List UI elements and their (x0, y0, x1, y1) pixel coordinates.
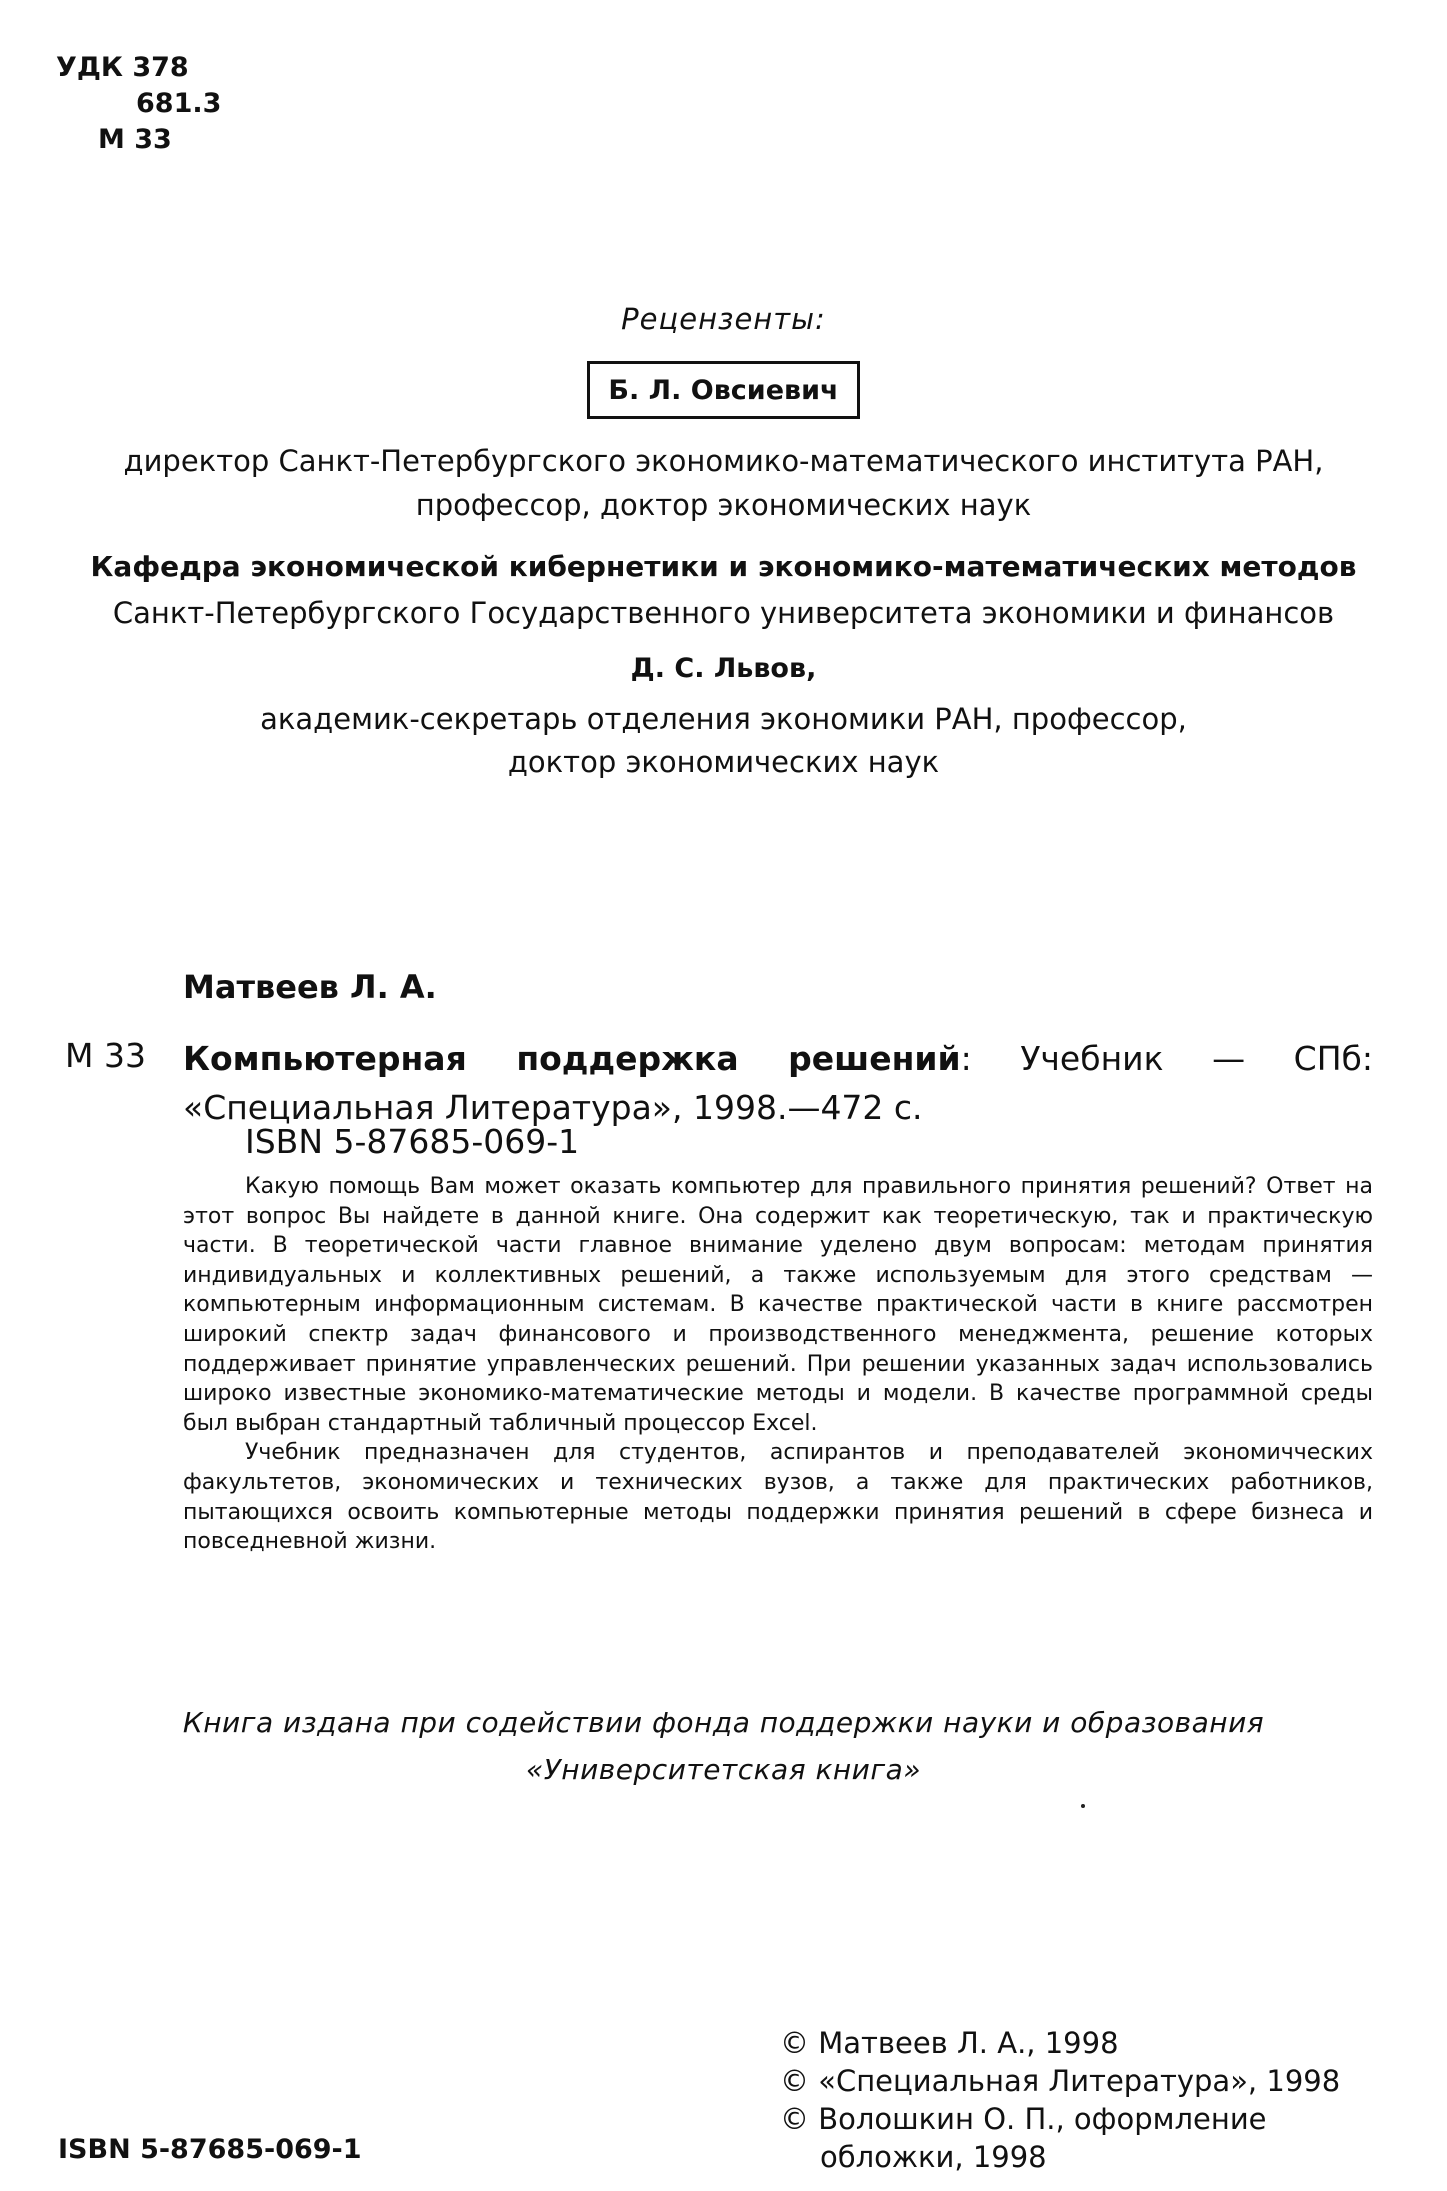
funding-line1: Книга издана при содействии фонда поддержки науки и образования (182, 1706, 1265, 1739)
reviewer3-position-line1: академик-секретарь отделения экономики РАН, профессор, (260, 702, 1187, 736)
reviewer1-position-line2: профессор, доктор экономических наук (415, 488, 1032, 522)
copyright-line4: обложки, 1998 (820, 2140, 1047, 2174)
copyright-line3: © Волошкин О. П., оформление (780, 2102, 1267, 2136)
catalog-code: М 33 (65, 1036, 146, 1075)
copyright-line2: © «Специальная Литература», 1998 (780, 2064, 1341, 2098)
catalog-isbn: ISBN 5-87685-069-1 (245, 1122, 580, 1161)
abstract (183, 1172, 1373, 1557)
copyright-block (780, 2024, 1340, 2176)
book-title: Компьютерная поддержка решений (183, 1039, 961, 1078)
book-publication-info: : Учебник — СПб: «Специальная Литература», 1998.—472 с. (183, 1039, 1373, 1127)
reviewers-heading: Рецензенты: (621, 302, 826, 336)
catalog-author: Матвеев Л. А. (183, 968, 437, 1006)
funding-line2: «Университетская книга» (525, 1753, 922, 1786)
abstract-paragraph-2: Учебник предназначен для студентов, аспирантов и преподавателей экономичческих факультетов, экономических и технических вузов, а также для практических работников, пытающихся освоить компьютерные методы поддержки принятия решений в сфере бизнеса и повседневной жизни. (183, 1440, 1373, 1555)
reviewer1-name-wrap (0, 361, 1447, 419)
abstract-paragraph-1: Какую помощь Вам может оказать компьютер для правильного принятия решений? Ответ на этот вопрос Вы найдете в данной книге. Она содержит как теоретическую, так и практическую части. В теоретической части главное внимание уделено двум вопросам: методам принятия индивидуальных и коллективных решений, а также используемым для этого средствам — компьютерным информационным системам. В качестве практической части в книге рассмотрен широкий спектр задач финансового и производственного менеджмента, решение которых поддерживает принятие управленческих решений. При решении указанных задач использовались широко известные экономико-математические методы и модели. В качестве программной среды был выбран стандартный табличный процессор Excel. (183, 1174, 1373, 1436)
reviewer1-name: Б. Л. Овсиевич (587, 361, 859, 419)
author-sign: М 33 (98, 124, 172, 155)
print-speck (1081, 1804, 1085, 1808)
bibliographic-description (183, 1034, 1373, 1132)
reviewer3-position-line2: доктор экономических наук (507, 745, 940, 779)
department-university: Санкт-Петербургского Государственного университета экономики и финансов (112, 596, 1335, 630)
udk-subcode: 681.3 (136, 88, 222, 119)
department-name: Кафедра экономической кибернетики и экономико-математических методов (90, 550, 1357, 583)
copyright-line1: © Матвеев Л. А., 1998 (780, 2026, 1119, 2060)
udk-classification (56, 50, 221, 158)
reviewer1-position-line1: директор Санкт-Петербургского экономико-математического института РАН, (123, 444, 1324, 478)
bottom-isbn: ISBN 5-87685-069-1 (58, 2134, 362, 2165)
udk-code: УДК 378 (56, 52, 189, 83)
reviewer3-name: Д. С. Львов, (630, 653, 817, 684)
